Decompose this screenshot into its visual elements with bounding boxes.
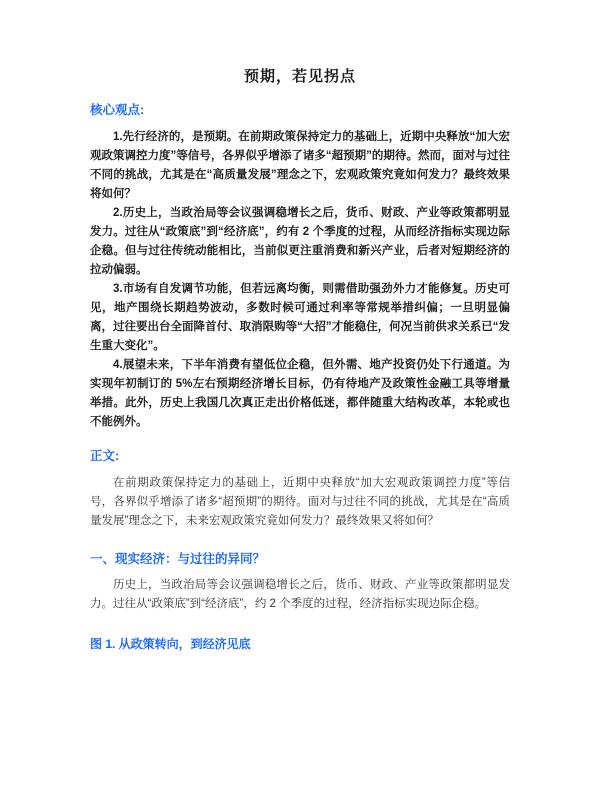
page-title: 预期，若见拐点: [243, 68, 356, 85]
core-views-paragraph-3: 3.市场有自发调节功能，但若远离均衡，则需借助强劲外力才能修复。历史可见，地产围绕长期趋势波动，多数时候可通过利率等常规举措纠偏；一旦明显偏离，过往要出台全面降首付、取消限购等“大招”才能稳住，何况当前供求关系已“发生重大变化”。: [90, 283, 510, 352]
core-views-paragraph-4: 4.展望未来，下半年消费有望低位企稳，但外需、地产投资仍处下行通道。为实现年初制订的 5%左右预期经济增长目标，仍有待地产及政策性金融工具等增量举措。此外，历史上我国几次真正走出价格低迷，都伴随重大结构改革，本轮或也不能例外。: [90, 359, 510, 428]
section-1-paragraph: 历史上，当政治局等会议强调稳增长之后，货币、财政、产业等政策都明显发力。过往从“政策底”到“经济底”，约 2 个季度的过程，经济指标实现边际企稳。: [90, 579, 510, 610]
core-views-paragraph-2: 2.历史上，当政治局等会议强调稳增长之后，货币、财政、产业等政策都明显发力。过往从“政策底”到“经济底”，约有 2 个季度的过程，从而经济指标实现边际企稳。但与过往传统动能相比，当前似更注重消费和新兴产业，后者对短期经济的拉动偏弱。: [90, 207, 510, 276]
core-views-paragraph-1: 1.先行经济的，是预期。在前期政策保持定力的基础上，近期中央释放“加大宏观政策调控力度”等信号，各界似乎增添了诸多“超预期”的期待。然而，面对与过往不同的挑战，尤其是在“高质量发展”理念之下，宏观政策究竟如何发力？最终效果将如何？: [90, 131, 510, 200]
main-text-intro-paragraph: 在前期政策保持定力的基础上，近期中央释放“加大宏观政策调控力度”等信号，各界似乎增添了诸多“超预期”的期待。面对与过往不同的挑战，尤其是在“高质量发展”理念之下，未来宏观政策究竟如何发力？最终效果又将如何？: [90, 477, 510, 527]
main-text-label: 正文:: [90, 449, 120, 463]
figure-1-caption: 图 1. 从政策转向，到经济见底: [90, 637, 251, 651]
core-views-label: 核心观点:: [90, 103, 145, 117]
section-1-heading: 一、现实经济：与过往的异同？: [90, 552, 266, 566]
